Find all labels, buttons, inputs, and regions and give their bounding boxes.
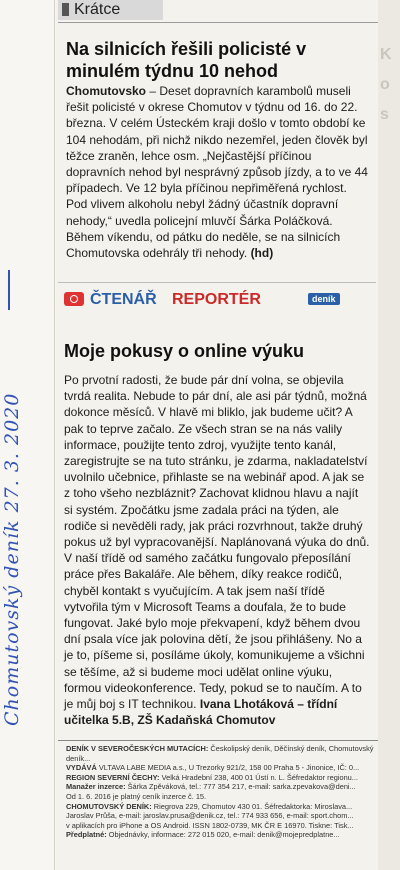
article2-text: Po prvotní radosti, že bude pár dní volna, se objevila tvrdá realita. Nebude to pár dní, ale asi pár týdnů, možná dokonce měsíců. V hlavě mi bliklo, jak budeme učit? A pak to teprve začalo. Ze všech stran se na nás valily informace, použijte tento zdroj, využijte tento kanál, zaregistrujte se na tuto stránku, je zdarma, nakladatelství uvolnilo učebnice, přihlaste se na webinář apod. A jak se z toho všeho nezbláznit? Zachovat klidnou hlavu a najít si systém. Zpočátku jsme zadala práci na týden, ale rodiče si nevěděli rady, jak práci rozvrhnout, takže druhý pokus už byl vypracovanější. Naplánovaná výuka do dnů. V naší třídě od samého začátku fungovalo přeposílání práce přes Bakaláře. Ale během, díky reakce rodičů, chyběl kontakt s vyučujícím. A tak jsem naší třídě vytvořila tým v Microsoft Teams a doufala, že to bude fungovat. Jaké bylo moje překvapení, když během dvou dní psala více jak polovina dětí, že jsou přihlášeny. No a je to, píšeme si, posíláme úkoly, komunikujeme a všichni se těšíme, až si budeme moci udělat online výuku, formou videokonference. Tedy, pokud se to naučím. A to je můj boj s IT technikou. xyxy=(64,373,370,712)
camera-icon xyxy=(64,292,84,306)
footer-vydava-label: VYDÁVÁ xyxy=(66,763,97,773)
banner-word-reporter: REPORTÉR xyxy=(172,291,261,308)
footer-region-label: REGION SEVERNÍ ČECHY: xyxy=(66,772,160,782)
section-label: Krátce xyxy=(74,1,121,18)
footer-region-text: Velká Hradební 238, 400 01 Ústí n. L. Šéfredaktor regionu... xyxy=(161,772,358,782)
handwritten-note: Chomutovský deník 27. 3. 2020 xyxy=(1,392,23,726)
footer-subscription-text: Objednávky, informace: 272 015 020, e-mail: denik@mojepredplatne... xyxy=(108,830,340,840)
footer-rule xyxy=(58,740,378,741)
footer-chom-text: Riegrova 229, Chomutov 430 01. Šéfredaktorka: Miroslava... xyxy=(153,801,353,811)
banner-word-ctenar: ČTENÁŘ xyxy=(90,291,157,308)
reader-reporter-banner xyxy=(64,290,364,310)
footer-subscription-label: Předplatné: xyxy=(66,830,107,840)
bleed-through-text: K o s xyxy=(380,46,392,123)
footer-manager-label: Manažer inzerce: xyxy=(66,782,126,792)
footer-pricelist-text: Od 1. 6. 2016 je platný ceník inzerce č. 15. xyxy=(66,791,207,801)
section-header xyxy=(58,0,163,20)
footer-chom-label: CHOMUTOVSKÝ DENÍK: xyxy=(66,801,152,811)
adjacent-page-strip xyxy=(378,0,400,870)
footer-contact-text: Jaroslav Průša, e-mail: jaroslav.prusa@denik.cz, tel.: 774 933 656, e-mail: sport.chom... xyxy=(66,811,354,821)
footer-apps-text: v aplikacích pro iPhone a OS Android. ISSN 1802-0739, MK ČR E 16970. Tiskne: Tisk... xyxy=(66,820,354,830)
article-divider xyxy=(58,282,376,283)
article2-headline: Moje pokusy o online výuku xyxy=(64,341,305,361)
article1-body xyxy=(66,83,368,261)
denik-badge: deník xyxy=(308,293,340,305)
footer-manager-text: Šárka Zpěváková, tel.: 777 354 217, e-mail: sarka.zpevakova@deni... xyxy=(127,782,356,792)
imprint-footer xyxy=(66,744,378,840)
footer-line1-text: Českolipský deník, Děčínský deník, Chomutovský deník... xyxy=(66,744,374,763)
section-marker-icon xyxy=(62,3,69,16)
footer-line1-label: DENÍK V SEVEROČESKÝCH MUTACÍCH: xyxy=(66,744,209,753)
article1-text: – Deset dopravních karambolů museli řešit policisté v okrese Chomutov v týdnu od 16. do 22. března. V celém Ústeckém kraji došlo v tomto období ke 104 nehodám, při nichž nikdo nezemřel, jeden člověk byl těžce zraněn, lehce osm. „Nejčastější příčinou dopravních nehod byl nesprávný způsob jízdy, a to ve 44 případech. Ve 12 byla příčinou nepřiměřená rychlost. Pod vlivem alkoholu nebyl žádný účastník dopravní nehody,“ uvedla policejní mluvčí Šárka Poláčková. Během víkendu, od pátku do neděle, se na silnicích Chomutovska odehrály tři nehody. xyxy=(66,84,368,261)
article1-dateline: Chomutovsko xyxy=(66,84,147,98)
article2-author: Ivana Lhotáková – třídní učitelka 5.B, ZŠ Kadaňská Chomutov xyxy=(64,697,338,728)
pen-mark xyxy=(8,270,16,310)
article1-headline: Na silnicích řešili policisté v minulém týdnu 10 nehod xyxy=(66,39,307,81)
section-rule xyxy=(58,22,378,23)
article1-byline: (hd) xyxy=(250,246,274,261)
article2-body xyxy=(64,372,370,728)
footer-vydava-text: VLTAVA LABE MEDIA a.s., U Trezorky 921/2, 158 00 Praha 5 - Jinonice, IČ: 0... xyxy=(98,763,360,773)
margin-divider xyxy=(54,0,55,870)
